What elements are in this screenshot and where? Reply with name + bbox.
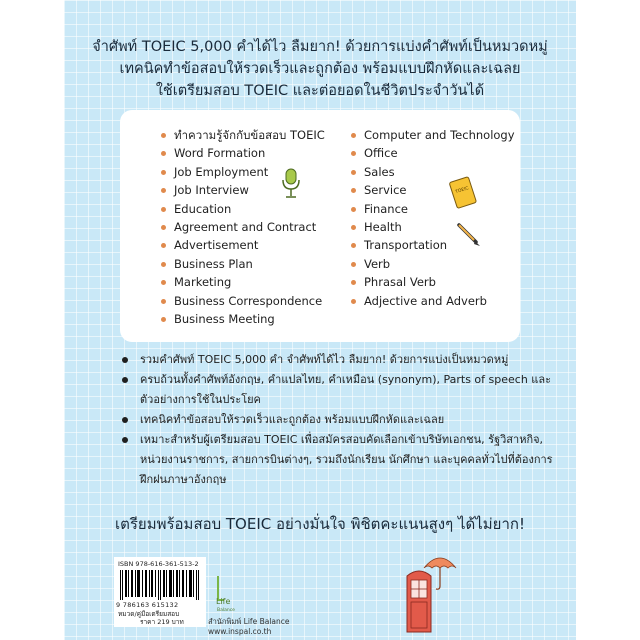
- topic-item: Office: [348, 144, 515, 162]
- isbn: ISBN 978-616-361-513-2: [118, 560, 199, 568]
- headline: [64, 36, 576, 102]
- feature-bullets: [118, 350, 558, 490]
- toeic-book-icon: [448, 176, 478, 210]
- topic-item: Business Meeting: [158, 310, 325, 328]
- feature-bullet: เทคนิคทำข้อสอบให้รวดเร็วและถูกต้อง พร้อมแบบฝึกหัดและเฉลย: [118, 410, 558, 430]
- life-balance-logo: [212, 574, 238, 614]
- umbrella-icon: [420, 550, 460, 592]
- topic-item: Business Correspondence: [158, 292, 325, 310]
- topic-item: Transportation: [348, 236, 515, 254]
- book-icon-label: TOEIC: [454, 186, 470, 196]
- topics-right-list: [348, 126, 515, 310]
- website: www.inspal.co.th: [208, 627, 272, 636]
- book-category: หมวด/คู่มือเตรียมสอบ: [118, 610, 180, 618]
- topic-item: Job Interview: [158, 181, 325, 199]
- publisher: สำนักพิมพ์ Life Balance: [208, 617, 290, 626]
- topic-item: Adjective and Adverb: [348, 292, 515, 310]
- barcode-box: [114, 557, 206, 627]
- topic-item: Word Formation: [158, 144, 325, 162]
- logo-sub: Balance: [217, 608, 235, 613]
- feature-bullet: รวมคำศัพท์ TOEIC 5,000 คำ จำศัพท์ได้ไว ลืมยาก! ด้วยการแบ่งเป็นหมวดหมู่: [118, 350, 558, 370]
- topic-item: Finance: [348, 200, 515, 218]
- topic-item: Phrasal Verb: [348, 273, 515, 291]
- topic-item: Education: [158, 200, 325, 218]
- logo-word: Life: [216, 597, 231, 606]
- topic-item: Agreement and Contract: [158, 218, 325, 236]
- topic-item: Job Employment: [158, 163, 325, 181]
- topic-item: Advertisement: [158, 236, 325, 254]
- headline-line-1: จำศัพท์ TOEIC 5,000 คำได้ไว ลืมยาก! ด้วยการแบ่งคำศัพท์เป็นหมวดหมู่: [92, 39, 548, 55]
- topic-item: Sales: [348, 163, 515, 181]
- pencil-icon: [456, 222, 482, 248]
- topic-item: Verb: [348, 255, 515, 273]
- topic-item: Health: [348, 218, 515, 236]
- headline-line-2: เทคนิคทำข้อสอบให้รวดเร็วและถูกต้อง พร้อมแบบฝึกหัดและเฉลย: [119, 61, 521, 77]
- topic-item: ทำความรู้จักกับข้อสอบ TOEIC: [158, 126, 325, 144]
- tagline: เตรียมพร้อมสอบ TOEIC อย่างมั่นใจ พิชิตคะแนนสูงๆ ได้ไม่ยาก!: [115, 515, 525, 533]
- topic-item: Marketing: [158, 273, 325, 291]
- topics-left-list: [158, 126, 325, 328]
- feature-bullet: เหมาะสำหรับผู้เตรียมสอบ TOEIC เพื่อสมัครสอบคัดเลือกเข้าบริษัทเอกชน, รัฐวิสาหกิจ, หน่วยงานราชการ, สายการบินต่างๆ, รวมถึงนักเรียน นักศึกษา และบุคคลทั่วไปที่ต้องการฝึกฝนภาษาอังกฤษ: [118, 430, 558, 490]
- book-price: ราคา 219 บาท: [140, 618, 184, 626]
- barcode-digits: 9 786163 615132: [116, 601, 179, 609]
- barcode-icon: [118, 570, 202, 600]
- topic-item: Business Plan: [158, 255, 325, 273]
- headline-line-3: ใช้เตรียมสอบ TOEIC และต่อยอดในชีวิตประจำวันได้: [155, 83, 485, 99]
- topics-panel: [120, 110, 520, 342]
- book-back-cover: [64, 0, 576, 640]
- topic-item: Computer and Technology: [348, 126, 515, 144]
- microphone-icon: [280, 168, 302, 200]
- feature-bullet: ครบถ้วนทั้งคำศัพท์อังกฤษ, คำแปลไทย, คำเหมือน (synonym), Parts of speech และตัวอย่างการใช้ในประโยค: [118, 370, 558, 410]
- topic-item: Service: [348, 181, 515, 199]
